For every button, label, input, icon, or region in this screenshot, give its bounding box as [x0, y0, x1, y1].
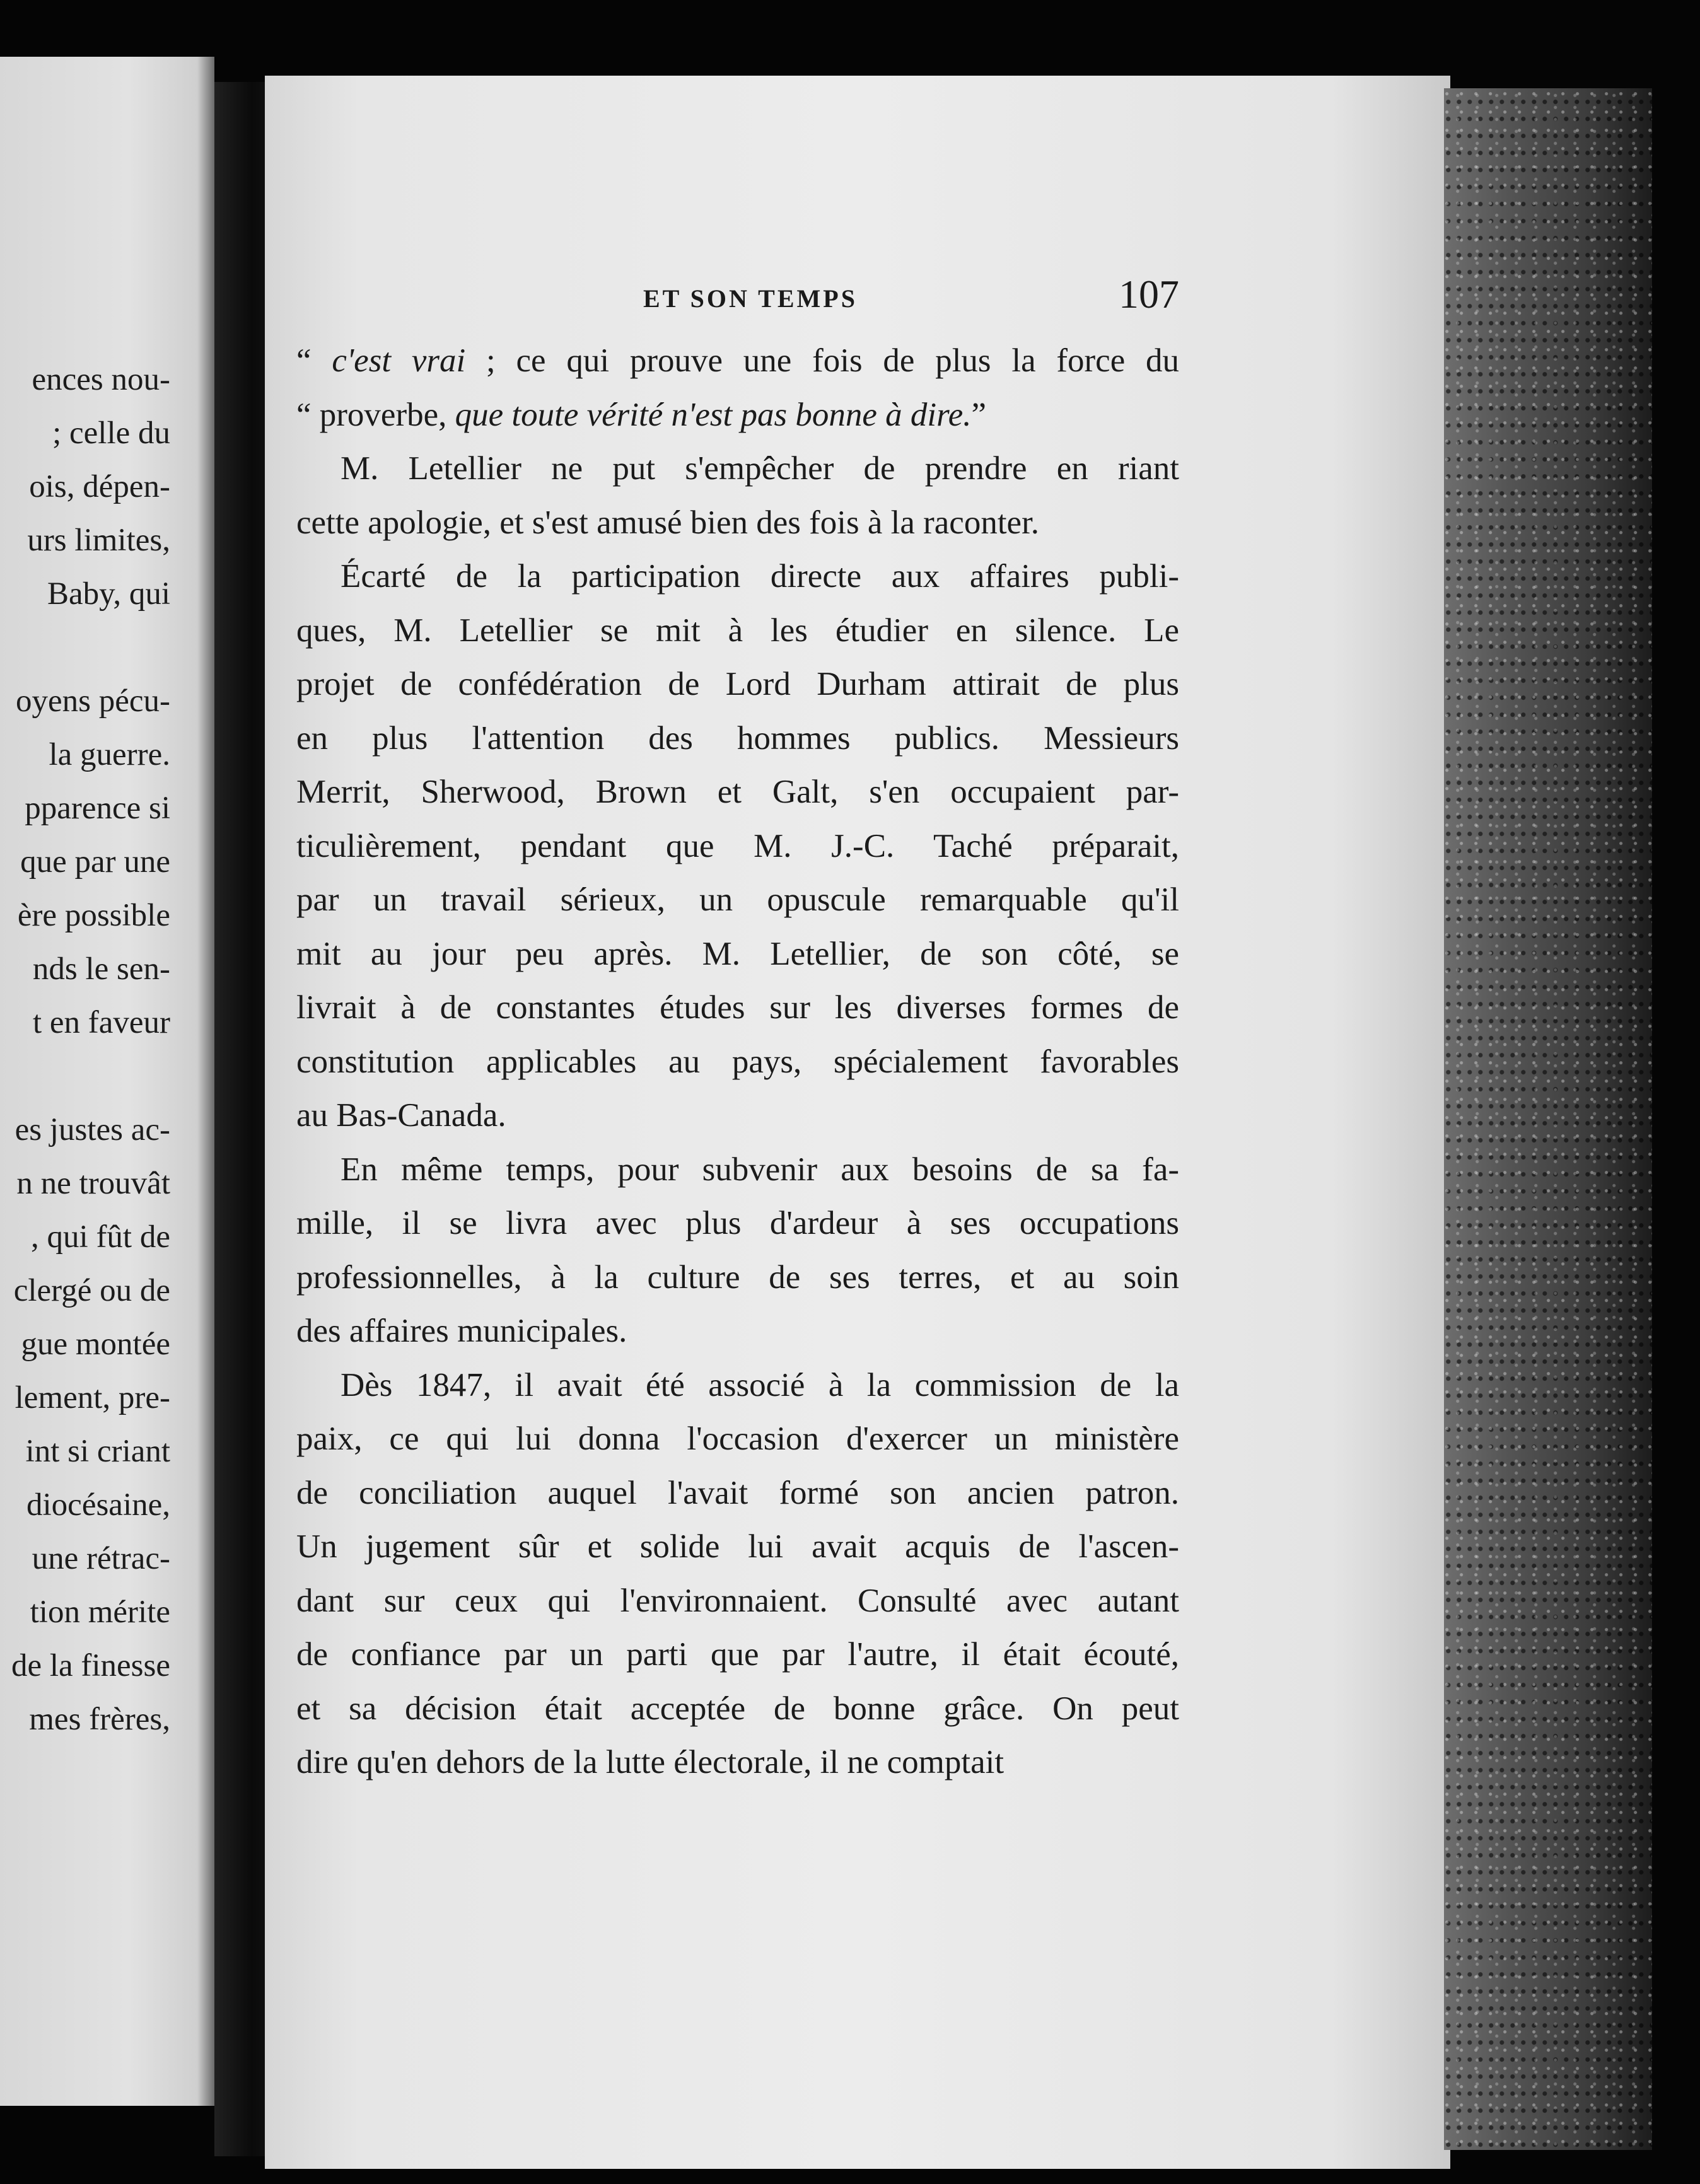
- text-line: livrait à de constantes études sur les diverses formes de: [296, 989, 1179, 1026]
- text-run: ; ce qui prouve une fois de plus la force du: [465, 342, 1180, 379]
- body-text: [296, 334, 1179, 1790]
- left-page-line: ; celle du: [52, 415, 170, 451]
- left-page-line: nds le sen-: [32, 951, 170, 987]
- text-line: de conciliation auquel l'avait formé son ancien patron.: [296, 1474, 1179, 1511]
- left-page-line: ois, dépen-: [29, 469, 170, 504]
- text-line: Merrit, Sherwood, Brown et Galt, s'en occupaient par-: [296, 774, 1179, 810]
- text-line: projet de confédération de Lord Durham attirait de plus: [296, 666, 1179, 702]
- text-line: [296, 388, 1179, 443]
- running-head: [296, 265, 1179, 334]
- left-page-line: t en faveur: [32, 1005, 170, 1040]
- page-fore-edge: [1444, 88, 1652, 2150]
- left-page-line: [0, 621, 170, 675]
- text-line: En même temps, pour subvenir aux besoins de sa fa-: [341, 1151, 1179, 1188]
- italic-text-run: que toute vérité n'est pas bonne à dire.: [455, 396, 972, 433]
- left-page-line: oyens pécu-: [16, 683, 170, 719]
- left-page-line: la guerre.: [49, 737, 170, 772]
- text-line: dire qu'en dehors de la lutte électorale, il ne comptait: [296, 1744, 1004, 1780]
- left-page-line: pparence si: [25, 791, 170, 826]
- left-page-line: urs limites,: [27, 523, 170, 558]
- text-line: de confiance par un parti que par l'autre, il était écouté,: [296, 1636, 1179, 1673]
- left-page-line: ère possible: [17, 898, 170, 933]
- left-page-line: diocésaine,: [26, 1487, 170, 1523]
- text-line: Un jugement sûr et solide lui avait acquis de l'ascen-: [296, 1528, 1179, 1565]
- text-line: Dès 1847, il avait été associé à la commission de la: [341, 1366, 1179, 1403]
- text-run: ”: [971, 396, 987, 433]
- text-line: M. Letellier ne put s'empêcher de prendre en riant: [341, 450, 1179, 487]
- italic-text-run: c'est vrai: [332, 342, 466, 379]
- text-line: ticulièrement, pendant que M. J.-C. Taché préparait,: [296, 827, 1179, 864]
- page-number: 107: [1119, 272, 1179, 317]
- paragraph: [296, 550, 1179, 1143]
- text-line: cette apologie, et s'est amusé bien des fois à la raconter.: [296, 504, 1040, 541]
- text-line: paix, ce qui lui donna l'occasion d'exercer un ministère: [296, 1420, 1179, 1457]
- text-line: constitution applicables au pays, spécialement favorables: [296, 1043, 1179, 1080]
- text-line: dant sur ceux qui l'environnaient. Consulté avec autant: [296, 1582, 1179, 1619]
- left-page-line: n ne trouvât: [16, 1166, 170, 1201]
- left-page-line: Baby, qui: [47, 576, 170, 612]
- text-run: “: [296, 342, 332, 379]
- left-page-line: ences nou-: [32, 362, 170, 397]
- left-page-line: [0, 1050, 170, 1103]
- left-page-line: gue montée: [21, 1327, 170, 1362]
- left-page-line: tion mérite: [30, 1594, 170, 1630]
- text-line: au Bas-Canada.: [296, 1097, 506, 1134]
- left-page-line: de la finesse: [11, 1648, 170, 1683]
- text-line: par un travail sérieux, un opuscule remarquable qu'il: [296, 881, 1179, 918]
- text-line: mit au jour peu après. M. Letellier, de son côté, se: [296, 935, 1179, 972]
- left-page-line: es justes ac-: [15, 1112, 170, 1147]
- text-line: mille, il se livra avec plus d'ardeur à ses occupations: [296, 1205, 1179, 1241]
- left-facing-page: [0, 57, 214, 2106]
- text-line: professionnelles, à la culture de ses terres, et au soin: [296, 1258, 1179, 1296]
- paragraph: [296, 1359, 1179, 1790]
- left-page-line: une rétrac-: [32, 1541, 170, 1576]
- text-line: ques, M. Letellier se mit à les étudier en silence. Le: [296, 612, 1179, 649]
- text-line: [296, 334, 1179, 388]
- left-page-line: int si criant: [25, 1434, 170, 1469]
- running-title: ET SON TEMPS: [643, 284, 858, 313]
- text-line: Écarté de la participation directe aux affaires publi-: [341, 558, 1179, 595]
- text-line: en plus l'attention des hommes publics. Messieurs: [296, 719, 1179, 757]
- left-page-line: que par une: [20, 844, 170, 880]
- text-line: des affaires municipales.: [296, 1313, 627, 1349]
- left-page-line: , qui fût de: [31, 1219, 170, 1255]
- paragraph: [296, 334, 1179, 442]
- left-page-text: [0, 353, 170, 1746]
- text-run: “ proverbe,: [296, 396, 455, 433]
- paragraph: [296, 442, 1179, 550]
- paragraph: [296, 1143, 1179, 1359]
- text-line: et sa décision était acceptée de bonne grâce. On peut: [296, 1690, 1179, 1727]
- left-page-line: lement, pre-: [15, 1380, 170, 1415]
- left-page-line: mes frères,: [29, 1702, 170, 1737]
- page-text-block: [296, 265, 1179, 1790]
- left-page-line: clergé ou de: [13, 1273, 170, 1308]
